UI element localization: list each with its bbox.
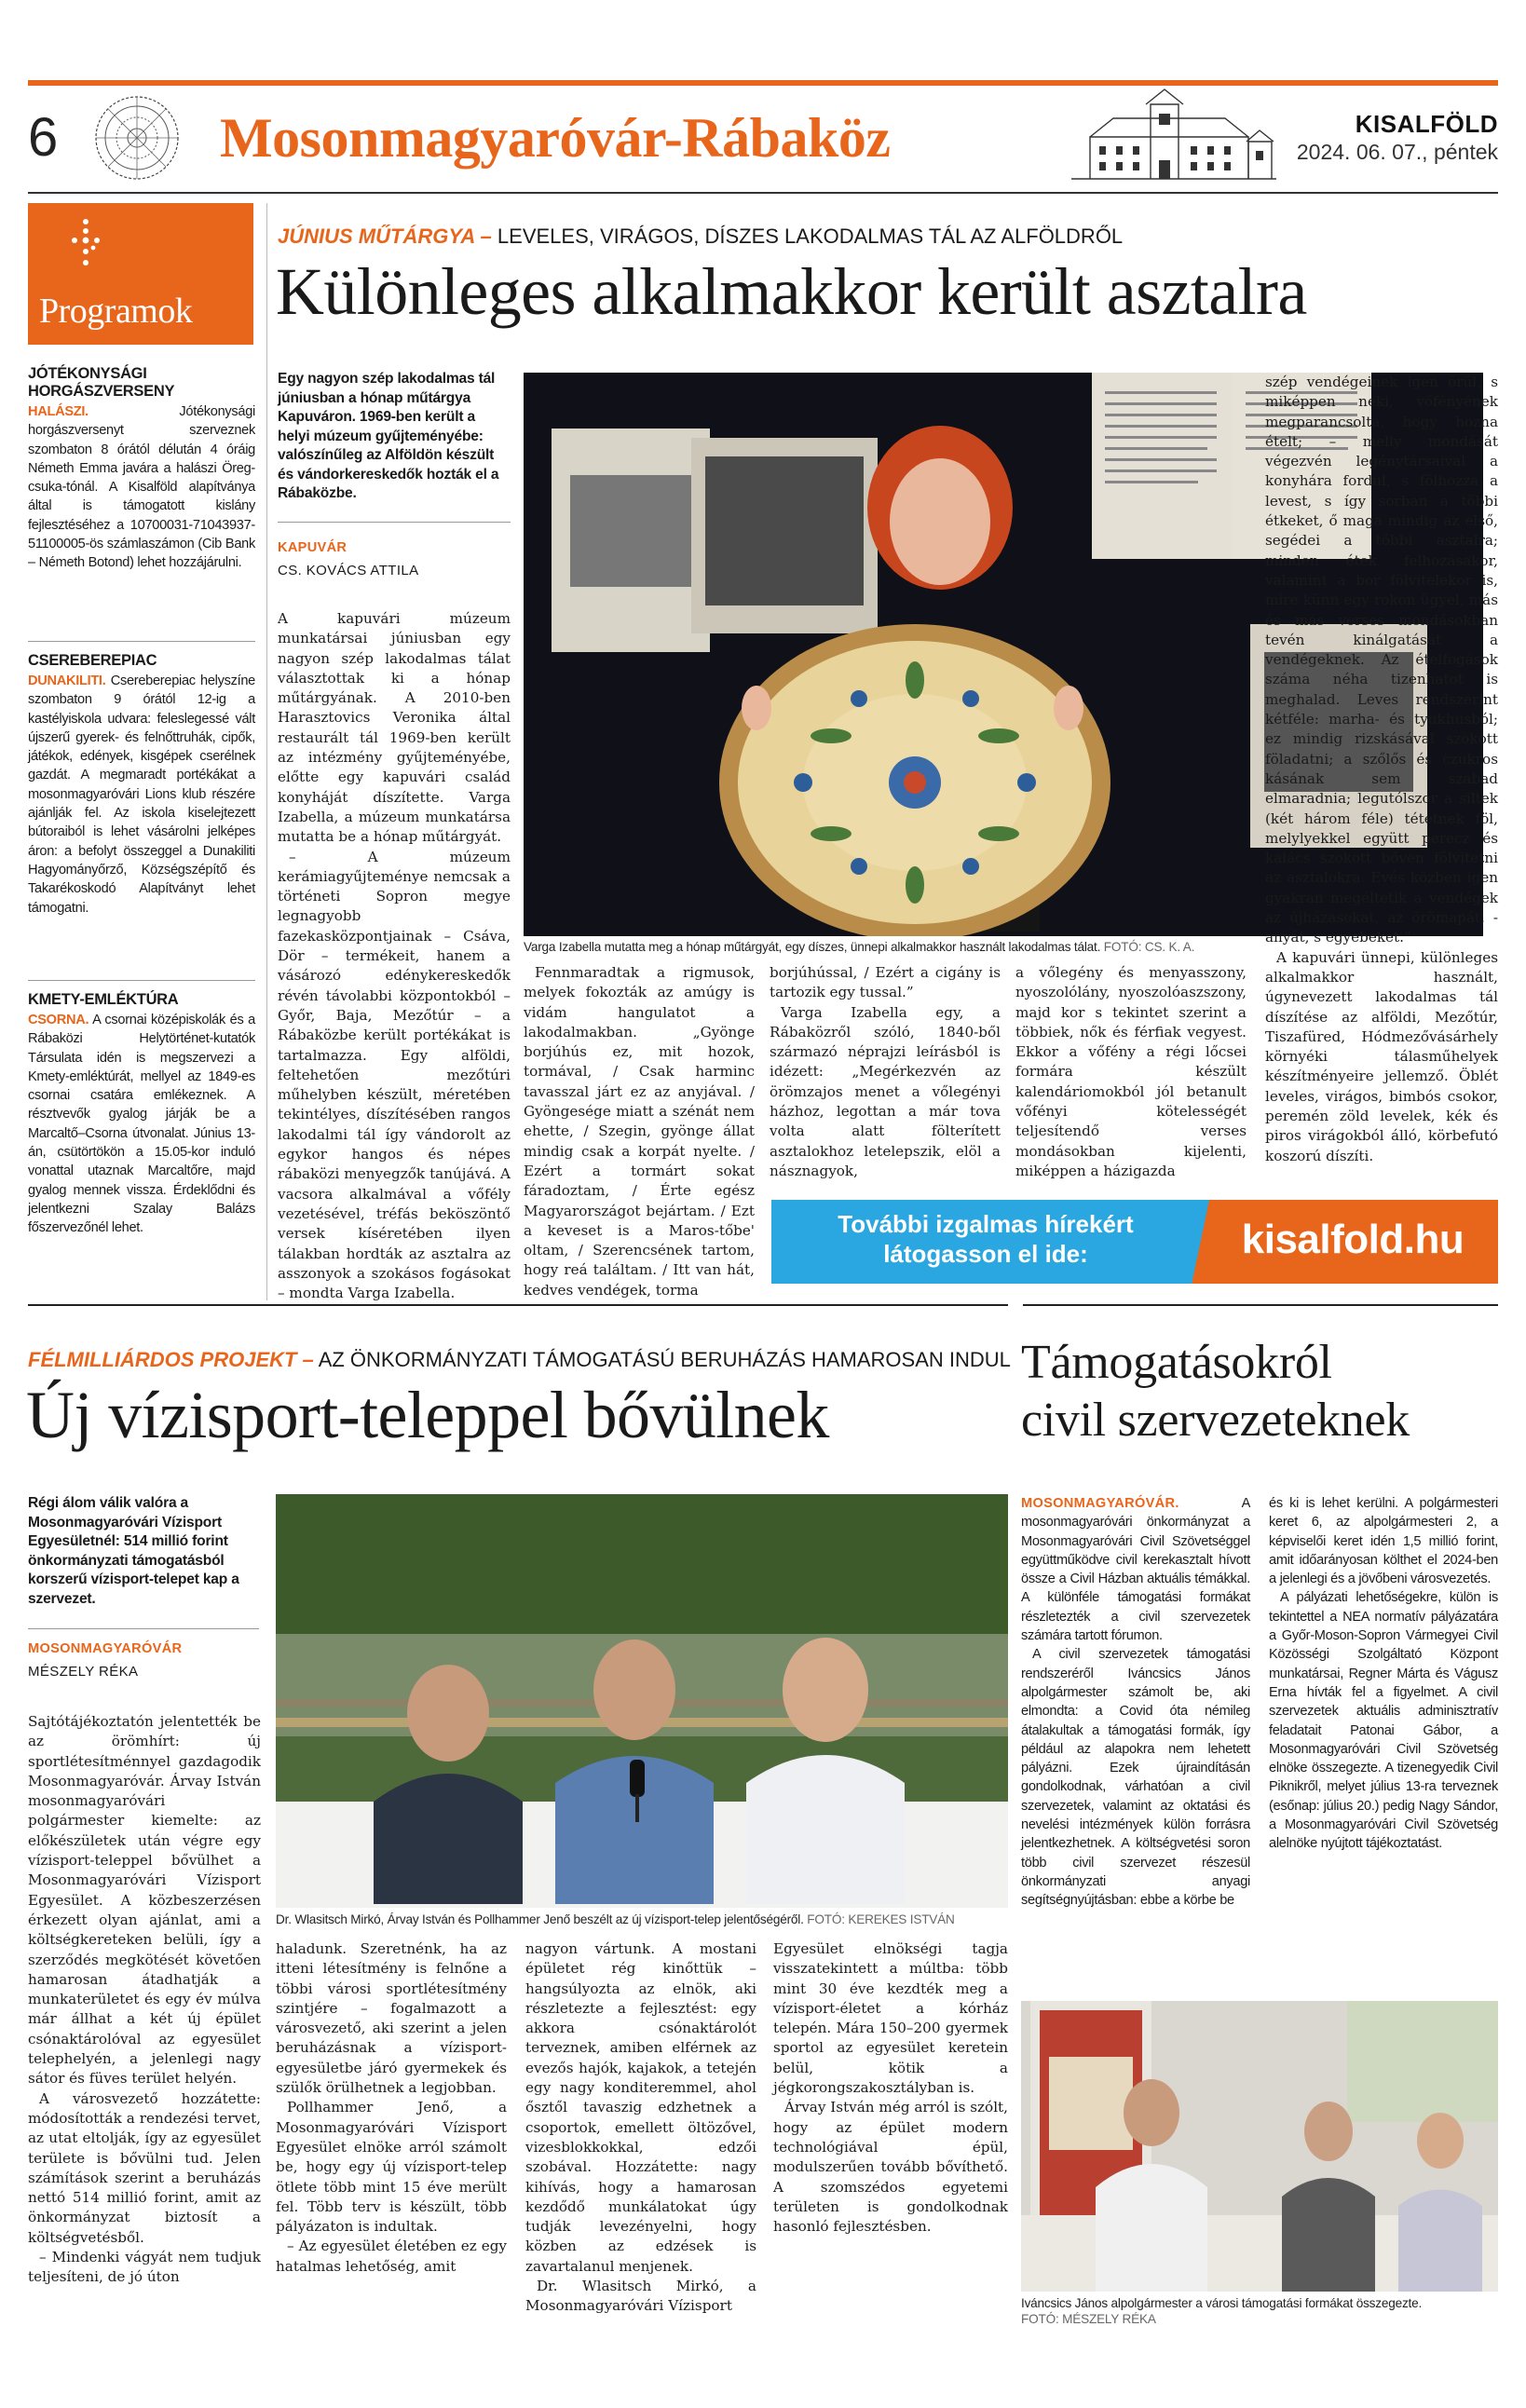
paragraph: és ki is lehet kerülni. A polgármesteri keret 6, az alpolgármesteri 2, a képviselői keret idén 1,5 millió forint, amit időarányosan költhet el 2024-ben a jelenlegi és a jövőbeni városvezetés.	[1269, 1496, 1498, 1587]
article1-body-col2	[524, 963, 755, 1300]
article2-body-col2	[276, 1939, 507, 2277]
lace-ornament-icon	[76, 91, 198, 184]
article1-kicker-topic: JÚNIUS MŰTÁRGYA –	[278, 224, 492, 248]
article2-author: MÉSZELY RÉKA	[28, 1664, 139, 1680]
article1-body-col1	[278, 609, 511, 1303]
program-item	[28, 652, 255, 918]
programs-box	[28, 203, 253, 345]
article3-headline-line2: civil szervezeteknek	[1021, 1394, 1410, 1447]
article1-body-col3	[770, 963, 1001, 1181]
article1-kicker	[278, 224, 1498, 250]
article3-headline	[1021, 1334, 1498, 1449]
programs-title: Programok	[39, 292, 193, 331]
caption-credit: FOTÓ: KEREKES ISTVÁN	[807, 1912, 955, 1926]
castle-icon	[1062, 86, 1286, 190]
ad-url-link[interactable]: kisalfold.hu	[1241, 1217, 1465, 1262]
article1-location: KAPUVÁR	[278, 540, 347, 555]
column-separator	[266, 203, 267, 1300]
paragraph: Fennmaradtak a rigmusok, melyek fokozták az amúgy is vidám hangulatot a lakodalmakban. „Gyönge borjúhús ez, mit hozok, tormával, / Csak harminc tavasszal járt ez az anyjával. / Gyöngesége miatt a szénát nem ehette, / Szegin, gyönge állat mindig csak a korpát nyelte. / Ezért a tormárt sokat fáradoztam, / Érte egész Magyarországot bejártam. / Ezt a keveset is a Maros-tőbe' oltam, / Szerencsének tartom, hogy reá találtam. / Itt van hát, kedves vendégek, torma	[524, 964, 755, 1299]
article2-body-col3	[525, 1939, 756, 2317]
article3-location: MOSONMAGYARÓVÁR.	[1021, 1496, 1179, 1511]
issue-date: 2024. 06. 07., péntek	[1296, 140, 1498, 164]
caption-credit: FOTÓ: MÉSZELY RÉKA	[1021, 2312, 1156, 2326]
sidebar-divider	[28, 641, 255, 642]
ad-text	[790, 1209, 1181, 1269]
paragraph: Egyesület elnökségi tagja visszatekintett a múltba: több mint 30 éve kezdték meg a vízisport-életet a kórház telepén. Mára 150–200 gyermek sportol az egyesület keretein belül, kötik a jégkorongszakosztályban is.	[773, 1940, 1008, 2097]
program-text: Jótékonysági horgászversenyt szerveznek szombaton 8 órától délután 4 óráig Németh Emma javára a halászi Öreg-csuka-tónál. A Kisalföld alapítványa által is támogatott kislány fejlesztéséhez a 10700031-71043937-51100005-ös számlaszámon (Cib Bank – Németh Botond) lehet hozzájárulni.	[28, 404, 255, 571]
paragraph: Pollhammer Jenő, a Mosonmagyaróvári Vízisport Egyesület elnöke arról számolt be, hogy egy új vízisport-telep ötlete több mint 15 éve merült fel. Több terv is készült, több pályázaton is indultak.	[276, 2099, 507, 2236]
article2-photo-caption	[276, 1911, 1008, 1927]
paragraph: A pályázati lehetőségekre, külön is tekintettel a NEA normatív pályázatára a Győr-Moson-Sopron Vármegyei Civil Közösségi Szolgáltató Központ munkatársai, Regner Márta és Vágusz Erna hívták fel a figyelmet. A civil szervezetek aktuális adminisztratív feladatait Patonai Gábor, a Mosonmagyaróvári Civil Szövetség elnöke összegezte. A tizenegyedik Civil Piknikről, melyet július 13-ra terveznek (esőnap: július 20.) pedig Nagy Sándor, a Mosonmagyaróvári Civil Szövetség alelnöke nyújtott tájékoztatást.	[1269, 1590, 1498, 1852]
paragraph: – Az egyesület életében ez egy hatalmas lehetőség, amit	[276, 2238, 507, 2275]
kisalfold-ad-banner[interactable]	[771, 1200, 1498, 1284]
paragraph: Dr. Wlasitsch Mirkó, a Mosonmagyaróvári Vízisport	[525, 2278, 756, 2315]
program-heading: CSEREBEREPIAC	[28, 652, 157, 669]
paragraph: nagyon vártunk. A mostani épületet rég kinőttük – hangsúlyozta az elnök, aki részletezte a fejlesztést: egy akkora csónaktárolót terveznek, amiben elférnek az evezős hajók, kajakok, a tetején egy nagy konditeremmel, ahol ősztől tavaszig edzhetnek a csoportok, emellett öltözővel, vizesblokkokkal, edzői szobával. Hozzátette: nagy kihívás, hogy a hamarosan kezdődő munkálatokat úgy tudják levezényelni, hogy közben az edzések is zavartalanul menjenek.	[525, 1940, 756, 2275]
article1-body-col5	[1265, 373, 1498, 1166]
paragraph: A városvezető hozzátette: módosították a rendezési tervet, az utat eltolják, így az egyesület területe is bővülni tud. Jelen számítások szerint a beruházás nettó 514 millió forint, amit az önkormányzat biztosít a költségvetésből.	[28, 2089, 261, 2246]
program-item	[28, 991, 255, 1238]
article3-photo	[1021, 2001, 1498, 2292]
article3-body-col1	[1021, 1494, 1250, 1911]
ad-text-line2: látogasson el ide:	[883, 1240, 1088, 1268]
paragraph: borjúhússal, / Ezért a cigány is tartozik egy tussal.”	[770, 964, 1001, 1001]
photo-press-conference	[276, 1494, 1008, 1908]
article2-body-col4	[773, 1939, 1008, 2237]
article1-headline: Különleges alkalmakkor került asztalra	[276, 254, 1307, 329]
paragraph: szép vendégeinek igen örül, s miképpen neki, vőfényének megparancsolta, hogy hozna ételt; – melly mondását végezvén legénytársaival a konyhára fordul, s fölhozza a levest, s így sorban a többi étkeket, ő maga mindig az első, segédei a többi asztalra; minden étek felhozásakor, valamint a bor fölvitelekor is, mire künn egy rokon ügyel, más és más verses mondásokban tevén kinálgatását a vendégeknek. Az ételfogások száma néha tizenhatot is meghalad. Leves rendszerint kétféle: marha- és tyukhusból; ez mindig rizskásával szokott föladatni; a szőlős és czukros kásának sem szabad elmaradnia; legutólszor a siltek (két három féle) tétetnek föl, melylyekkel együtt perecz és kalács szokott bőven fölvitetni az asztalokra. Evés közben igen gyakran megéltetik a vendégek az újházasokat, az örömapát, -anyát, s egyebeket.”	[1265, 374, 1498, 946]
page-number: 6	[28, 107, 59, 168]
program-location: DUNAKILITI.	[28, 673, 106, 688]
paragraph: Sajtótájékoztatón jelentették be az örömhírt: új sportlétesítménnyel gazdagodik Mosonmagyaróvár. Árvay István mosonmagyaróvári polgármester kiemelte: az előkészületek után végre egy vízisport-teleppel bővülhet a Mosonmagyaróvári Vízisport Egyesület. A közbeszerzésen érkezett olyan ajánlat, ami a költségkereteken belüli, így a szerződés megkötését követően hamarosan átadhatják a munkaterületet és egy év múlva már állhat a két új épület csónaktárolóval az egyesület telephelyén, a jelenlegi nagy sátor és füves terület helyén.	[28, 1713, 261, 2088]
caption-text: Dr. Wlasitsch Mirkó, Árvay István és Pollhammer Jenő beszélt az új vízisport-telep jelentőségéről.	[276, 1912, 804, 1926]
program-location: CSORNA.	[28, 1013, 89, 1027]
article3-body-col2	[1269, 1494, 1498, 1854]
paragraph: a vőlegény és menyasszony, nyoszolólány, nyoszolóaszszony, majd kor s tekintet szerint a többiek, nők és férfiak vegyest. Ekkor a vőfény a régi lőcsei formára készült kalendáriomokból jól betanult vőfényi kötelességét teljesítendő verses mondásokban kijelenti, miképpen a házigazda	[1015, 964, 1247, 1179]
caption-text: Iváncsics János alpolgármester a városi támogatási formákat összegezte.	[1021, 2296, 1423, 2310]
article2-photo	[276, 1494, 1008, 1908]
article3-photo-caption	[1021, 2295, 1498, 2327]
byline-rule	[28, 1628, 259, 1629]
article1-lead: Egy nagyon szép lakodalmas tál júniusban a hónap műtárgya Kapuváron. 1969-ben került a helyi múzeum gyűjteményébe: valószínűleg az Alföldön készült és vándorkereskedők hozták el a Rábaközbe.	[278, 371, 499, 501]
paragraph: – Mindenki vágyát nem tudjuk teljesíteni, de jó úton	[28, 2249, 261, 2286]
ad-text-line1: További izgalmas hírekért	[838, 1210, 1134, 1238]
article2-lead: Régi álom válik valóra a Mosonmagyaróvári Vízisport Egyesületnél: 514 millió forint önkormányzati támogatásból korszerű vízisport-telepet kap a szervezet.	[28, 1495, 239, 1607]
article2-kicker-subtitle: AZ ÖNKORMÁNYZATI TÁMOGATÁSÚ BERUHÁZÁS HAMAROSAN INDUL	[318, 1348, 1011, 1371]
photo-civil-forum	[1021, 2001, 1498, 2292]
program-heading: JÓTÉKONYSÁGI HORGÁSZVERSENY	[28, 365, 175, 400]
sidebar-divider	[28, 980, 255, 981]
paragraph: A kapuvári múzeum munkatársai júniusban egy nagyon szép lakodalmas tálat választottak ki a hónap műtárgyának. A 2010-ben Harasztovics Veronika által restaurált tál 1969-ben került az intézmény gyűjteményébe, előtte egy kapuvári család konyháját díszítette. Varga Izabella, a múzeum munkatársa mutatta be a hónap műtárgyát.	[278, 610, 511, 846]
section-rule	[1023, 1304, 1498, 1306]
article1-author: CS. KOVÁCS ATTILA	[278, 563, 419, 578]
paragraph: Varga Izabella egy, a Rábaközről szóló, 1840-ből származó néprajzi leírásból is idézett: „Megérkezvén az örömzajos menet a vőlegényi házhoz, legottan a már tova volta alatt fölterített asztalokhoz letelepszik, elöl a násznagyok,	[770, 1003, 1001, 1179]
article2-kicker-topic: FÉLMILLIÁRDOS PROJEKT –	[28, 1348, 314, 1371]
section-rule	[28, 1304, 1008, 1306]
paragraph: A kapuvári ünnepi, különleges alkalmakkor használt, úgynevezett lakodalmas tál díszítése az alföldi, Mezőtúr, Tiszafüred, Hódmezővásárhely környéki tálasműhelyek készítményeire jellemző. Öblét leveles, virágos, bimbós csokor, peremén zöld levelek, kék és piros virágokból álló, körbefutó koszorú díszíti.	[1265, 948, 1498, 1164]
dots-icon	[65, 216, 106, 268]
caption-credit: FOTÓ: CS. K. A.	[1103, 940, 1195, 954]
section-title: Mosonmagyaróvár-Rábaköz	[220, 107, 891, 169]
article3-headline-line1: Támogatásokról	[1021, 1336, 1332, 1389]
header-bottom-rule	[28, 192, 1498, 194]
caption-text: Varga Izabella mutatta meg a hónap műtárgyát, egy díszes, ünnepi alkalmakkor használt lakodalmas tálat.	[524, 940, 1101, 954]
brand-name: KISALFÖLD	[1355, 110, 1498, 138]
byline-rule	[278, 522, 511, 523]
article2-kicker	[28, 1347, 1011, 1373]
program-location: HALÁSZI.	[28, 404, 89, 419]
paragraph: haladunk. Szeretnénk, ha az itteni létesítmény is felnőne a többi városi sportlétesítmény szintjére – fogalmazott a városvezető, aki szerint a jelen beruházásnak a vízisport-egyesületbe járó gyermekek és szülők örülhetnek a legjobban.	[276, 1940, 507, 2097]
program-text: A csornai középiskolák és a Rábaközi Helytörténet-kutatók Társulata idén is megszervezi a Kmety-emléktúrát, mellyel az 1849-es csornai csatára emlékeznek. A résztvevők gyalog járják be a Marcaltő–Csorna útvonalat. Június 13-án, csütörtökön a 15.05-kor induló vonattal utaznak Marcaltőre, majd gyalog mennek vissza. Érdeklődni és jelentkezni Szalay Balázs főszervezőnél lehet.	[28, 1013, 255, 1236]
program-text: Csereberepiac helyszíne szombaton 9 órától 12-ig a kastélyiskola udvara: feleslegessé vált újszerű gyerek- és felnőttruhák, cipők, játékok, edények, kisgépek cserélnek gazdát. A megmaradt portékákat a mosonmagyaróvári Lions klub részére ajánlják fel. Az iskola kiselejtezett bútoraiból is lehet vásárolni jelképes áron: a befolyt összeggel a Dunakiliti Hagyományőrző, Községszépítő és Takarékoskodó Alapítványt lehet támogatni.	[28, 673, 255, 916]
program-item	[28, 365, 255, 573]
paragraph: – A múzeum kerámiagyűjteménye nemcsak a történeti Sopron megye legnagyobb fazekasközpontjainak – Csáva, Dör – termékeit, hanem a vásározó edénykereskedők révén távolabbi központokból – Győr, Baja, Mezőtúr – a Rábaközbe került portékákat is tartalmazza. Egy alföldi, feltehetően mezőtúri műhelyben készült, méretében tekintélyes, díszítésében rangos lakodalmi tál így vándorolt az egykor hangos és népes rábaközi menyegzők tanújává. A vacsora alkalmával a vőfély vezetésével, tréfás beköszöntő versek kíséretében ilyen tálakban hordták az asztalra az asszonyok a szokásos fogásokat – mondta Varga Izabella.	[278, 848, 511, 1302]
program-heading: KMETY-EMLÉKTÚRA	[28, 991, 179, 1008]
article1-kicker-subtitle: LEVELES, VIRÁGOS, DÍSZES LAKODALMAS TÁL AZ ALFÖLDRŐL	[497, 224, 1124, 248]
paragraph: Árvay István még arról is szólt, hogy az épület modern technológiával épül, modulszerűen tovább bővíthető. A szomszédos egyetemi területen is gondolkodnak hasonló fejlesztésben.	[773, 2099, 1008, 2236]
paragraph: A civil szervezetek támogatási rendszeréről Iváncsics János alpolgármester számolt be, aki elmondta: a Covid óta némileg átalakultak a támogatási formák, így például az alapokra nem lehetett pályázni. Ezek újraindításán gondolkodnak, várhatóan a civil szervezetek, valamint az oktatási és nevelési intézmények külön forrásra jelentkezhetnek. A költségvetési soron több civil szervezet részesül önkormányzati anyagi segítségnyújtásban: ebbe a körbe be	[1021, 1647, 1250, 1909]
article2-body-col1	[28, 1712, 261, 2288]
paragraph: A mosonmagyaróvári önkormányzat a Mosonmagyaróvári Civil Szövetséggel együttműködve civil kerekasztalt hívott össze a Civil Házban aktuális témákkal. A különféle támogatási formákat részletezték a civil szervezetek számára tartott fórumon.	[1021, 1496, 1250, 1644]
article1-body-col4	[1015, 963, 1247, 1181]
article2-headline: Új vízisport-teleppel bővülnek	[26, 1378, 829, 1452]
article2-location: MOSONMAGYARÓVÁR	[28, 1641, 183, 1656]
